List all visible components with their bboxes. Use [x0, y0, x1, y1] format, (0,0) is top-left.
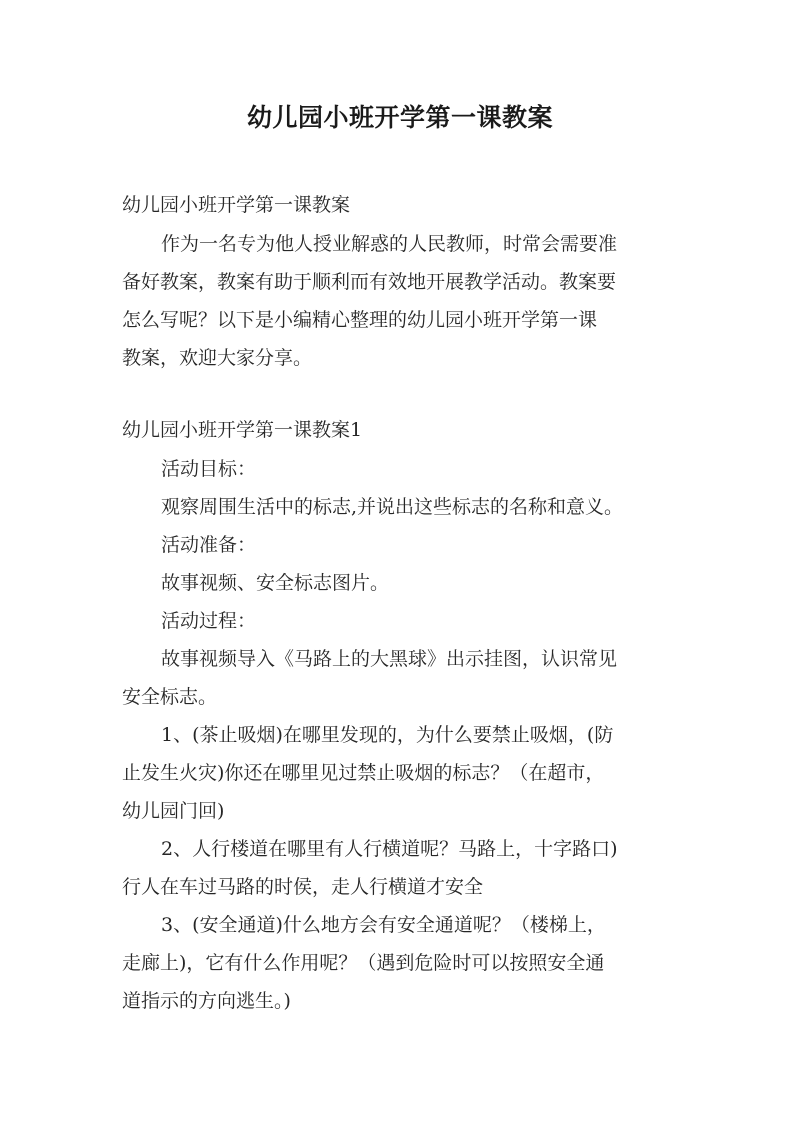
item-3-line: 道指示的方向逃生。) [122, 990, 291, 1012]
goal-label: 活动目标： [161, 458, 257, 480]
section-heading: 幼儿园小班开学第一课教案1 [122, 419, 363, 441]
page-title: 幼儿园小班开学第一课教案 [246, 103, 553, 132]
intro-line: 备好教案，教案有助于顺利而有效地开展教学活动。教案要 [122, 271, 617, 293]
goal-text: 观察周围生活中的标志,并说出这些标志的名称和意义。 [161, 496, 624, 518]
process-intro-line: 安全标志。 [122, 686, 218, 708]
item-3-line: 3、(安全通道)什么地方会有安全通道呢？（楼梯上， [161, 914, 606, 936]
item-2-line: 2、人行楼道在哪里有人行横道呢？马路上，十字路口) [161, 838, 618, 860]
process-intro-line: 故事视频导入《马路上的大黑球》出示挂图，认识常见 [161, 648, 618, 670]
item-2-line: 行人在车过马路的时侯，走人行横道才安全 [122, 876, 484, 898]
item-1-line: 1、(茶止吸烟)在哪里发现的，为什么要禁止吸烟，(防 [161, 724, 614, 746]
process-label: 活动过程： [161, 610, 257, 632]
intro-line: 教案，欢迎大家分享。 [122, 347, 313, 369]
item-1-line: 止发生火灾)你还在哪里见过禁止吸烟的标志？（在超市， [122, 762, 605, 784]
intro-line: 作为一名专为他人授业解惑的人民教师，时常会需要准 [161, 233, 618, 255]
document-subtitle: 幼儿园小班开学第一课教案 [122, 194, 351, 216]
prep-label: 活动准备： [161, 534, 257, 556]
item-3-line: 走廊上)，它有什么作用呢？（遇到危险时可以按照安全通 [122, 952, 605, 974]
intro-line: 怎么写呢？以下是小编精心整理的幼儿园小班开学第一课 [122, 309, 598, 331]
prep-text: 故事视频、安全标志图片。 [161, 572, 390, 594]
item-1-line: 幼儿园门回) [122, 800, 225, 822]
